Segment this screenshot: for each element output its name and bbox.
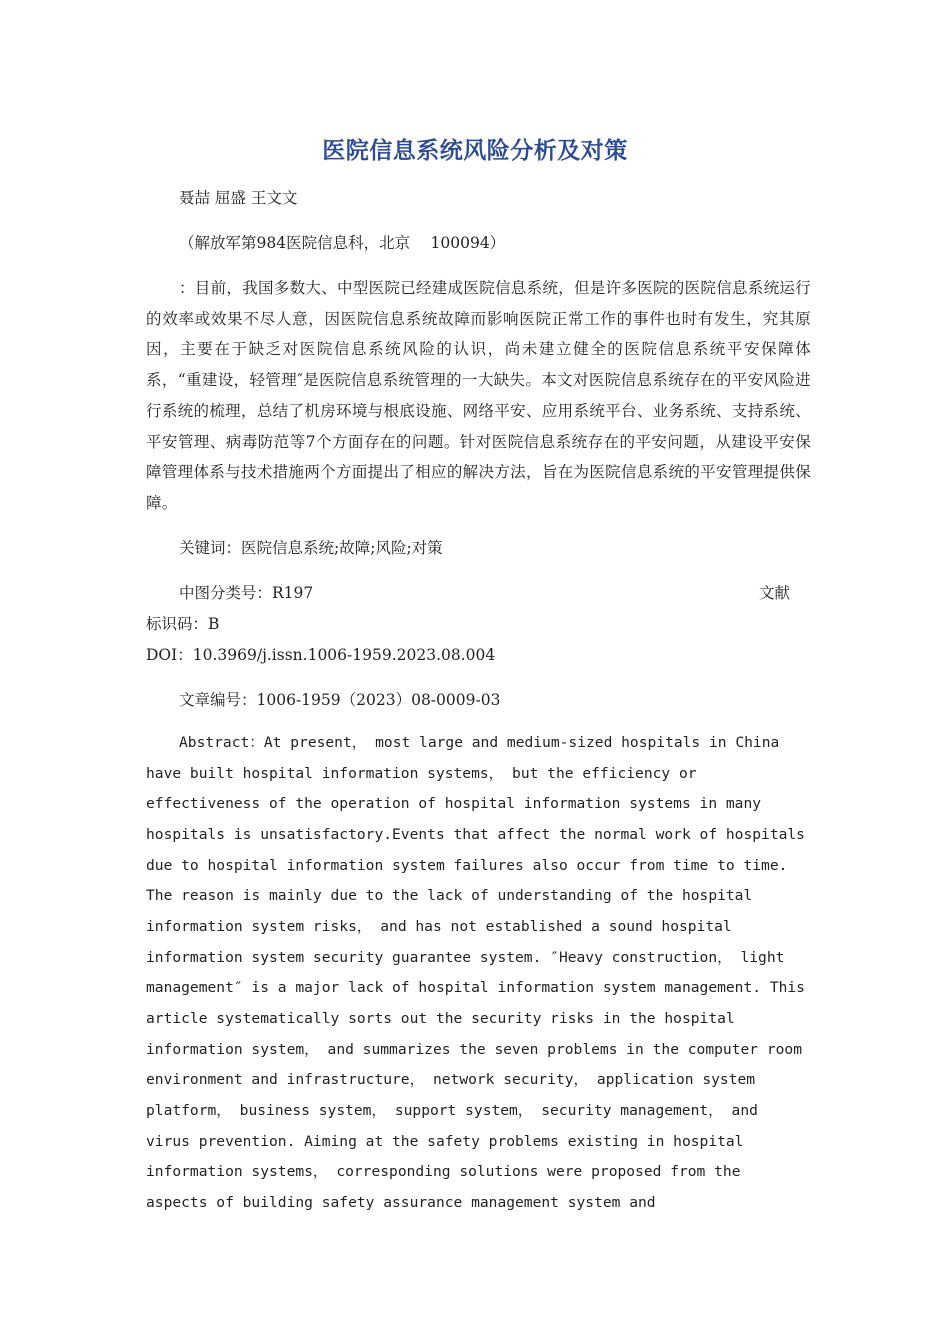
- doc-code-value: 标识码：B: [146, 615, 220, 633]
- doi: DOI：10.3969/j.issn.1006-1959.2023.08.004: [146, 646, 496, 664]
- keywords: 关键词：医院信息系统;故障;风险;对策: [179, 539, 443, 557]
- abstract-english: Abstract：At present， most large and medium-sized hospitals in China have built hospital information systems， but the efficiency or effectiveness of the operation of hospital information systems in many hospitals is unsatisfactory.Events that affect the normal work of hospitals due to hospital information system failures also occur from time to time. The reason is mainly due to the lack of understanding of the hospital information system risks， and has not established a sound hospital information system security guarantee system. ″Heavy construction， light management″ is a major lack of hospital information system management. This article systematically sorts out the security risks in the hospital information system， and summarizes the seven problems in the computer room environment and infrastructure， network security， application system platform， business system， support system， security management， and virus prevention. Aiming at the safety problems existing in hospital information systems， corresponding solutions were proposed from the aspects of building safety assurance management system and: [146, 734, 805, 1212]
- abstract-chinese: ：目前，我国多数大、中型医院已经建成医院信息系统，但是许多医院的医院信息系统运行的效率或效果不尽人意，因医院信息系统故障而影响医院正常工作的事件也时有发生，究其原因，主要在于缺乏对医院信息系统风险的认识，尚未建立健全的医院信息系统平安保障体系，“重建设，轻管理″是医院信息系统管理的一大缺失。本文对医院信息系统存在的平安风险进行系统的梳理，总结了机房环境与根底设施、网络平安、应用系统平台、业务系统、支持系统、平安管理、病毒防范等7个方面存在的问题。针对医院信息系统存在的平安问题，从建设平安保障管理体系与技术措施两个方面提出了相应的解决方法，旨在为医院信息系统的平安管理提供保障。: [146, 279, 812, 512]
- article-number: 文章编号：1006-1959（2023）08-0009-03: [179, 691, 501, 709]
- authors: 聂喆 屈盛 王文文: [179, 189, 298, 207]
- doc-code-label: 文献: [759, 584, 791, 602]
- affiliation: （解放军第984医院信息科，北京 100094）: [179, 234, 506, 252]
- clc-number: 中图分类号：R197: [179, 584, 314, 602]
- paper-title: 医院信息系统风险分析及对策: [322, 138, 628, 164]
